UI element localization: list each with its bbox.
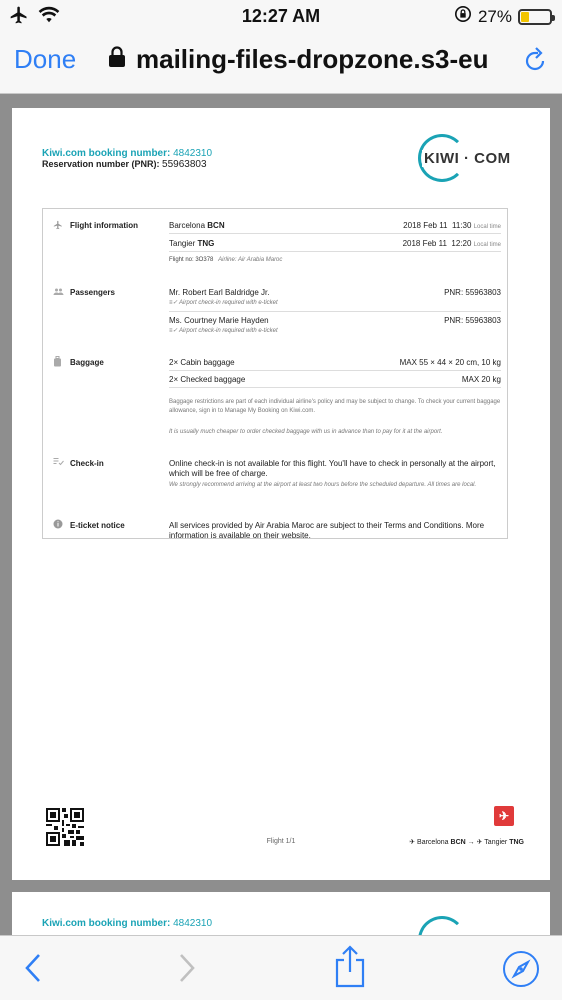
from-code: BCN <box>207 221 225 230</box>
reservation-label: Reservation number (PNR): <box>42 159 160 169</box>
baggage-tip: It is usually much cheaper to order checked baggage with us in advance than to pay for it at the airport. <box>169 429 443 435</box>
status-time: 12:27 AM <box>241 6 321 26</box>
footer-from-code: BCN <box>450 839 466 846</box>
airplane-icon <box>53 220 63 230</box>
to-city: Tangier <box>169 239 196 248</box>
kiwi-logo <box>418 134 510 182</box>
from-time: 11:30 <box>451 221 472 230</box>
booking-value: 4842310 <box>173 918 213 929</box>
booking-value: 4842310 <box>173 148 213 159</box>
airline-logo: ✈ <box>494 806 514 826</box>
address-bar[interactable] <box>108 44 492 75</box>
local-time-label: Local time <box>473 242 501 248</box>
passenger-pnr: PNR: 55963803 <box>444 316 501 325</box>
local-time-label: Local time <box>473 224 501 230</box>
passenger-note-text: Airport check-in required with e-ticket <box>178 300 278 306</box>
passenger-row <box>169 288 501 297</box>
checkin-icon <box>53 457 63 467</box>
flight-number: Flight no: 3O378 <box>169 257 214 263</box>
checked-baggage-size: MAX 20 kg <box>461 375 501 384</box>
share-icon[interactable] <box>334 944 366 993</box>
logo-text: KIWI · COM <box>424 150 511 167</box>
to-time: 12:20 <box>451 239 472 248</box>
checked-baggage-row <box>169 375 501 384</box>
checkin-icon: ≡✓ <box>169 328 178 334</box>
people-icon <box>53 287 63 297</box>
flight-details <box>169 257 501 263</box>
eticket-title: E-ticket notice <box>70 521 125 530</box>
page-counter: Flight 1/1 <box>266 838 296 845</box>
booking-card <box>42 208 508 539</box>
checked-baggage: 2× Checked baggage <box>169 375 246 384</box>
passenger-note <box>169 327 501 334</box>
from-city: Barcelona <box>169 221 206 230</box>
checkin-icon: ≡✓ <box>169 300 178 306</box>
departure-row <box>169 221 501 230</box>
flight-title: Flight information <box>70 221 138 230</box>
baggage-note: Baggage restrictions are part of each individual airline's policy and may be subject to change. To check your current baggage allowance, sign in to Manage My Booking on Kiwi.com. <box>169 399 501 414</box>
reservation-number <box>42 159 207 170</box>
footer-to-code: TNG <box>509 839 524 846</box>
takeoff-icon: ✈ <box>409 839 416 846</box>
compass-icon[interactable] <box>502 950 540 993</box>
checkin-title: Check-in <box>70 459 104 468</box>
cabin-baggage-row <box>169 358 501 367</box>
done-button[interactable]: Done <box>14 44 77 74</box>
passengers-title: Passengers <box>70 288 115 297</box>
passenger-note-text: Airport check-in required with e-ticket <box>178 328 278 334</box>
reload-icon[interactable] <box>522 46 548 79</box>
footer-route <box>409 838 524 846</box>
arrival-row <box>169 239 501 248</box>
ticket-page-2 <box>12 892 550 935</box>
passenger-name: Mr. Robert Earl Baldridge Jr. <box>169 288 270 297</box>
passenger-name: Ms. Courtney Marie Hayden <box>169 316 269 325</box>
arrow-icon: → <box>467 839 475 846</box>
browser-toolbar <box>0 935 562 1000</box>
status-bar <box>0 0 562 34</box>
rotation-lock-icon <box>454 5 472 28</box>
booking-label: Kiwi.com booking number: <box>42 148 171 159</box>
document-viewer[interactable] <box>0 95 562 935</box>
baggage-icon <box>53 356 63 366</box>
battery-percent: 27% <box>477 6 512 26</box>
passenger-pnr: PNR: 55963803 <box>444 288 501 297</box>
from-date: 2018 Feb 11 <box>403 221 448 230</box>
landing-icon: ✈ <box>476 839 483 846</box>
cabin-baggage-size: MAX 55 × 44 × 20 cm, 10 kg <box>399 358 501 367</box>
browser-nav-bar <box>0 34 562 94</box>
booking-number <box>42 918 212 929</box>
battery-icon <box>518 9 552 25</box>
lock-icon <box>108 44 126 75</box>
info-icon <box>53 519 63 529</box>
forward-button[interactable] <box>176 952 198 989</box>
booking-number <box>42 148 212 159</box>
kiwi-logo <box>418 916 510 935</box>
booking-label: Kiwi.com booking number: <box>42 918 171 929</box>
reservation-value: 55963803 <box>162 159 207 170</box>
checkin-note: We strongly recommend arriving at the airport at least two hours before the scheduled departure. All times are local. <box>169 482 477 488</box>
airline: Airline: Air Arabia Maroc <box>218 257 283 263</box>
to-date: 2018 Feb 11 <box>402 239 447 248</box>
url-text: mailing-files-dropzone.s3-eu <box>136 44 489 74</box>
ticket-page <box>12 108 550 880</box>
to-code: TNG <box>197 239 215 248</box>
footer-from-city: Barcelona <box>417 839 449 846</box>
footer-to-city: Tangier <box>484 839 508 846</box>
eticket-text: All services provided by Air Arabia Maroc are subject to their Terms and Conditions. More information is available on their website. <box>169 521 485 540</box>
checkin-text: Online check-in is not available for this flight. You'll have to check in personally at the airport, which will be free of charge. <box>169 459 496 478</box>
baggage-title: Baggage <box>70 358 104 367</box>
cabin-baggage: 2× Cabin baggage <box>169 358 235 367</box>
passenger-note <box>169 299 501 306</box>
passenger-row <box>169 316 501 325</box>
back-button[interactable] <box>22 952 44 989</box>
